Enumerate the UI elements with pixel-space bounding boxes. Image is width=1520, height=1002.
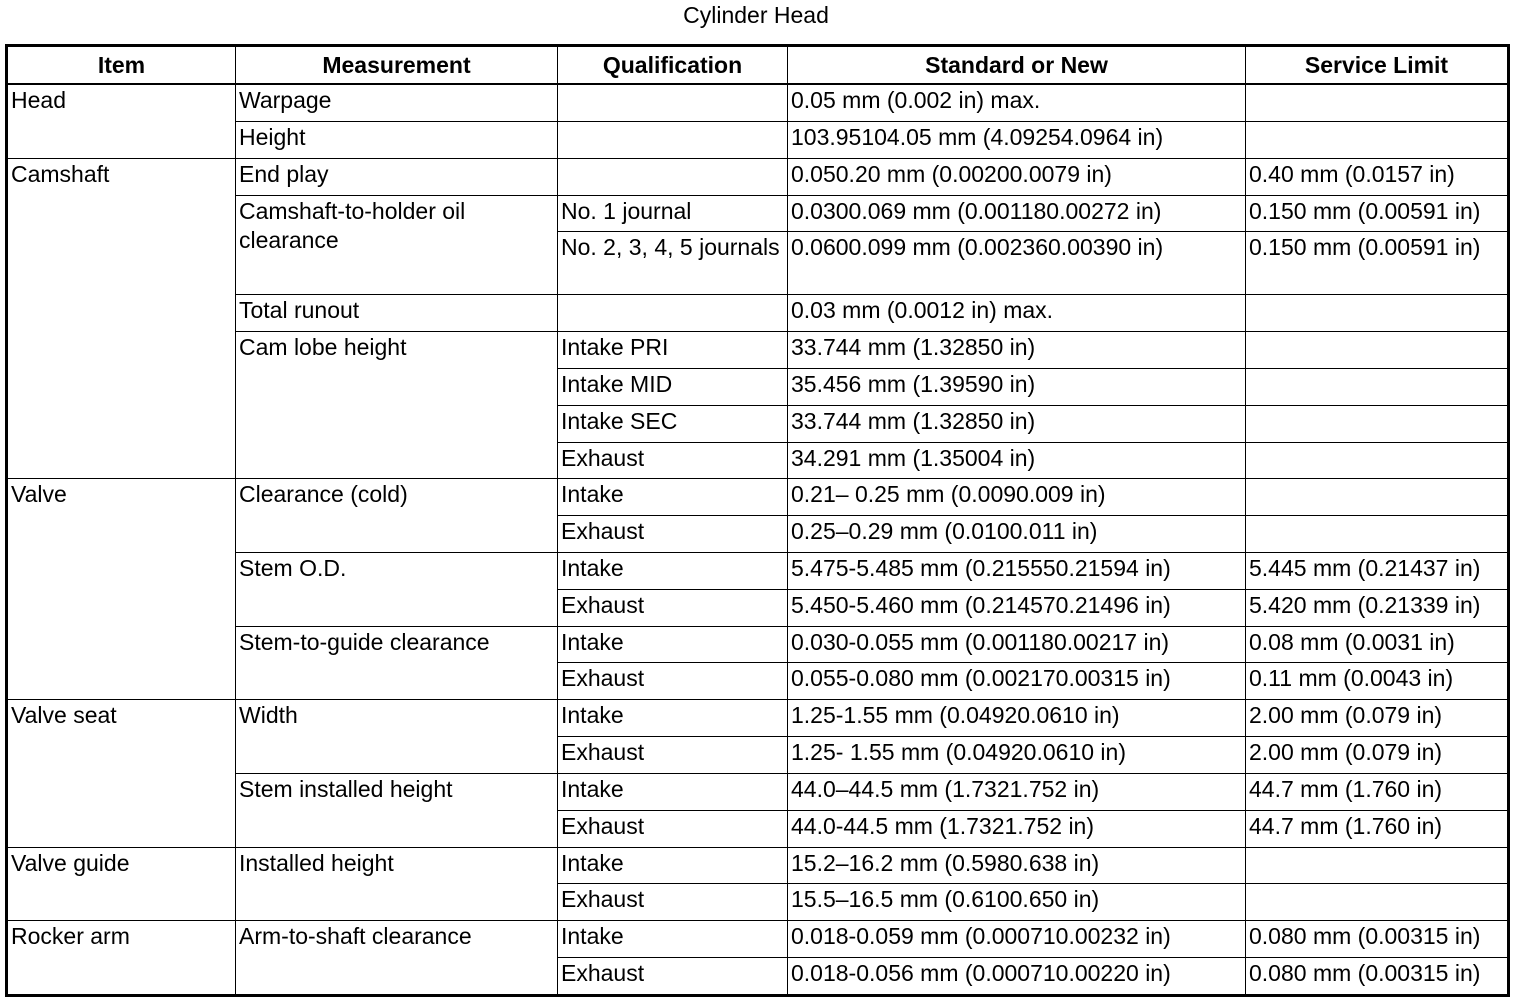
qualification-cell: Exhaust [558,884,788,921]
standard-cell: 103.95104.05 mm (4.09254.0964 in) [788,121,1246,158]
measurement-cell: Warpage [236,84,558,121]
item-cell: Rocker arm [7,921,236,996]
limit-cell [1246,847,1509,884]
qualification-cell [558,84,788,121]
standard-cell: 33.744 mm (1.32850 in) [788,405,1246,442]
standard-cell: 44.0–44.5 mm (1.7321.752 in) [788,773,1246,810]
limit-cell: 0.080 mm (0.00315 in) [1246,921,1509,958]
header-limit: Service Limit [1246,46,1509,85]
qualification-cell: Intake SEC [558,405,788,442]
limit-cell: 2.00 mm (0.079 in) [1246,700,1509,737]
limit-cell: 44.7 mm (1.760 in) [1246,773,1509,810]
measurement-cell: Clearance (cold) [236,479,558,553]
spec-table [5,44,1510,997]
limit-cell: 0.40 mm (0.0157 in) [1246,158,1509,195]
measurement-cell: End play [236,158,558,195]
standard-cell: 0.05 mm (0.002 in) max. [788,84,1246,121]
qualification-cell: Exhaust [558,810,788,847]
qualification-cell: Exhaust [558,516,788,553]
limit-cell [1246,516,1509,553]
table-row [7,921,1509,958]
table-row [7,700,1509,737]
table-row [7,158,1509,195]
limit-cell: 0.150 mm (0.00591 in) [1246,195,1509,232]
qualification-cell: Intake PRI [558,332,788,369]
limit-cell: 2.00 mm (0.079 in) [1246,737,1509,774]
standard-cell: 0.018-0.056 mm (0.000710.00220 in) [788,957,1246,995]
limit-cell [1246,884,1509,921]
standard-cell: 15.5–16.5 mm (0.6100.650 in) [788,884,1246,921]
measurement-cell: Stem installed height [236,773,558,847]
qualification-cell: Intake MID [558,368,788,405]
qualification-cell: No. 1 journal [558,195,788,232]
header-measurement: Measurement [236,46,558,85]
qualification-cell: Exhaust [558,957,788,995]
measurement-cell: Stem-to-guide clearance [236,626,558,700]
header-standard: Standard or New [788,46,1246,85]
measurement-cell: Arm-to-shaft clearance [236,921,558,996]
standard-cell: 0.03 mm (0.0012 in) max. [788,295,1246,332]
standard-cell: 0.055-0.080 mm (0.002170.00315 in) [788,663,1246,700]
table-row [7,84,1509,121]
limit-cell [1246,479,1509,516]
standard-cell: 5.450-5.460 mm (0.214570.21496 in) [788,589,1246,626]
qualification-cell [558,295,788,332]
standard-cell: 1.25-1.55 mm (0.04920.0610 in) [788,700,1246,737]
measurement-cell: Total runout [236,295,558,332]
standard-cell: 0.25–0.29 mm (0.0100.011 in) [788,516,1246,553]
item-cell: Valve [7,479,236,700]
standard-cell: 0.21– 0.25 mm (0.0090.009 in) [788,479,1246,516]
qualification-cell: Intake [558,700,788,737]
qualification-cell: No. 2, 3, 4, 5 journals [558,232,788,295]
qualification-cell: Exhaust [558,589,788,626]
measurement-cell: Installed height [236,847,558,921]
header-item: Item [7,46,236,85]
measurement-cell: Width [236,700,558,774]
measurement-cell: Camshaft-to-holder oil clearance [236,195,558,295]
table-row [7,847,1509,884]
limit-cell [1246,442,1509,479]
qualification-cell: Intake [558,479,788,516]
header-row [7,46,1509,85]
measurement-cell: Height [236,121,558,158]
qualification-cell [558,121,788,158]
limit-cell: 0.11 mm (0.0043 in) [1246,663,1509,700]
item-cell: Camshaft [7,158,236,479]
item-cell: Valve seat [7,700,236,847]
table-row [7,479,1509,516]
limit-cell: 44.7 mm (1.760 in) [1246,810,1509,847]
limit-cell [1246,332,1509,369]
standard-cell: 5.475-5.485 mm (0.215550.21594 in) [788,553,1246,590]
table-title: Cylinder Head [683,2,829,28]
standard-cell: 1.25- 1.55 mm (0.04920.0610 in) [788,737,1246,774]
limit-cell: 0.150 mm (0.00591 in) [1246,232,1509,295]
standard-cell: 35.456 mm (1.39590 in) [788,368,1246,405]
standard-cell: 33.744 mm (1.32850 in) [788,332,1246,369]
standard-cell: 0.0300.069 mm (0.001180.00272 in) [788,195,1246,232]
limit-cell: 5.420 mm (0.21339 in) [1246,589,1509,626]
limit-cell [1246,295,1509,332]
standard-cell: 0.0600.099 mm (0.002360.00390 in) [788,232,1246,295]
qualification-cell: Intake [558,626,788,663]
standard-cell: 44.0-44.5 mm (1.7321.752 in) [788,810,1246,847]
qualification-cell [558,158,788,195]
item-cell: Valve guide [7,847,236,921]
qualification-cell: Intake [558,773,788,810]
standard-cell: 0.018-0.059 mm (0.000710.00232 in) [788,921,1246,958]
measurement-cell: Stem O.D. [236,553,558,627]
item-cell: Head [7,84,236,158]
limit-cell [1246,405,1509,442]
standard-cell: 34.291 mm (1.35004 in) [788,442,1246,479]
limit-cell: 5.445 mm (0.21437 in) [1246,553,1509,590]
qualification-cell: Intake [558,553,788,590]
limit-cell: 0.080 mm (0.00315 in) [1246,957,1509,995]
limit-cell [1246,84,1509,121]
qualification-cell: Intake [558,921,788,958]
qualification-cell: Exhaust [558,737,788,774]
header-qualification: Qualification [558,46,788,85]
limit-cell [1246,368,1509,405]
measurement-cell: Cam lobe height [236,332,558,479]
limit-cell: 0.08 mm (0.0031 in) [1246,626,1509,663]
standard-cell: 0.050.20 mm (0.00200.0079 in) [788,158,1246,195]
limit-cell [1246,121,1509,158]
qualification-cell: Exhaust [558,442,788,479]
standard-cell: 15.2–16.2 mm (0.5980.638 in) [788,847,1246,884]
qualification-cell: Intake [558,847,788,884]
qualification-cell: Exhaust [558,663,788,700]
standard-cell: 0.030-0.055 mm (0.001180.00217 in) [788,626,1246,663]
